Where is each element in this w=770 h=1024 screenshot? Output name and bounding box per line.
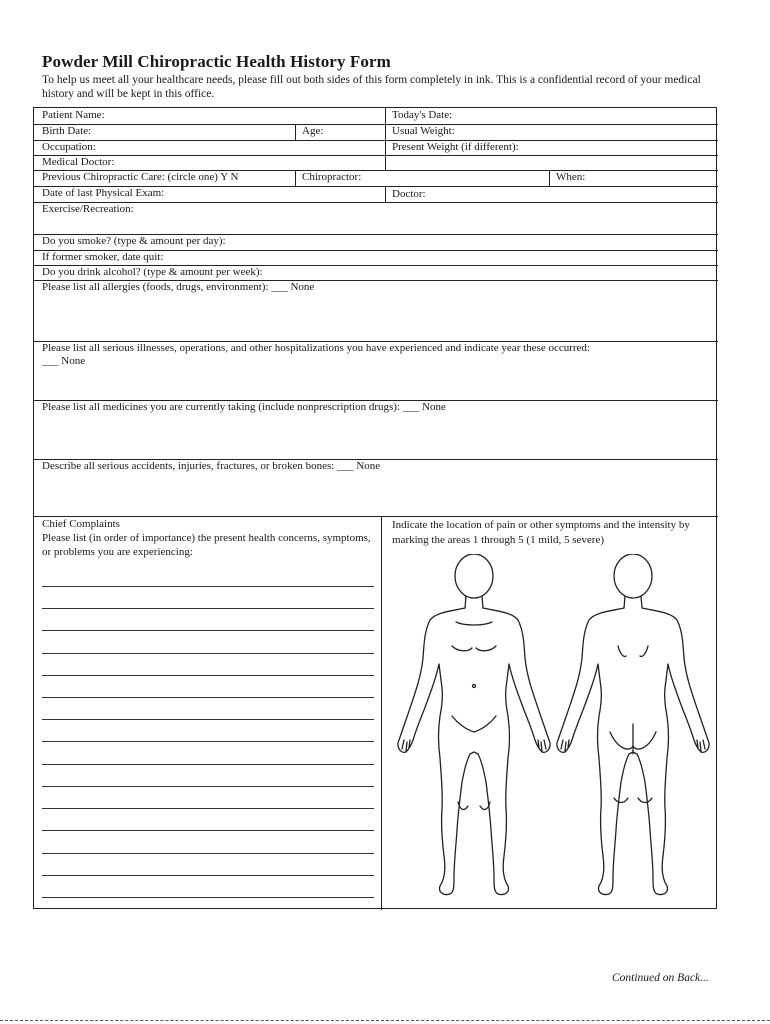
doctor-field[interactable]: Doctor: bbox=[392, 188, 426, 200]
illnesses-none-option[interactable]: ___ None bbox=[42, 355, 86, 367]
complaint-line[interactable] bbox=[42, 786, 374, 787]
patient-name-field[interactable]: Patient Name: bbox=[42, 109, 105, 121]
medicines-field[interactable]: Please list all medicines you are currently taking (include nonprescription drugs): ___ None bbox=[42, 401, 446, 413]
chief-complaints-heading: Chief Complaints bbox=[42, 518, 120, 530]
birth-date-field[interactable]: Birth Date: bbox=[42, 125, 92, 137]
complaint-line[interactable] bbox=[42, 719, 374, 720]
complaint-line[interactable] bbox=[42, 853, 374, 854]
alcohol-field[interactable]: Do you drink alcohol? (type & amount per week): bbox=[42, 266, 263, 278]
illnesses-field[interactable]: Please list all serious illnesses, operations, and other hospitalizations you have experienced and indicate year these occurred: bbox=[42, 342, 590, 354]
complaint-line[interactable] bbox=[42, 586, 374, 587]
body-back-figure[interactable] bbox=[552, 554, 714, 899]
exercise-recreation-field[interactable]: Exercise/Recreation: bbox=[42, 203, 134, 215]
present-weight-field[interactable]: Present Weight (if different): bbox=[392, 141, 519, 153]
last-physical-exam-field[interactable]: Date of last Physical Exam: bbox=[42, 187, 165, 199]
when-field[interactable]: When: bbox=[556, 171, 586, 183]
complaint-line[interactable] bbox=[42, 608, 374, 609]
health-history-form bbox=[33, 107, 717, 909]
pain-map-instructions: Indicate the location of pain or other symptoms and the intensity by marking the areas 1 through 5 (1 mild, 5 severe) bbox=[392, 519, 690, 546]
smoke-field[interactable]: Do you smoke? (type & amount per day): bbox=[42, 235, 226, 247]
complaint-line[interactable] bbox=[42, 897, 374, 898]
former-smoker-field[interactable]: If former smoker, date quit: bbox=[42, 251, 164, 263]
chief-complaints-instructions: Please list (in order of importance) the present health concerns, symptoms, or problems you are experiencing: bbox=[42, 532, 371, 558]
body-front-figure[interactable] bbox=[394, 554, 554, 899]
occupation-field[interactable]: Occupation: bbox=[42, 141, 96, 153]
chiropractor-field[interactable]: Chiropractor: bbox=[302, 171, 362, 183]
complaint-line[interactable] bbox=[42, 764, 374, 765]
page-edge-divider bbox=[0, 1020, 770, 1021]
age-field[interactable]: Age: bbox=[302, 125, 324, 137]
previous-chiropractic-field[interactable]: Previous Chiropractic Care: (circle one) Y N bbox=[42, 171, 239, 183]
usual-weight-field[interactable]: Usual Weight: bbox=[392, 125, 455, 137]
accidents-field[interactable]: Describe all serious accidents, injuries, fractures, or broken bones: ___ None bbox=[42, 460, 381, 472]
complaint-line[interactable] bbox=[42, 741, 374, 742]
complaint-line[interactable] bbox=[42, 675, 374, 676]
todays-date-field[interactable]: Today's Date: bbox=[392, 109, 453, 121]
complaint-line[interactable] bbox=[42, 830, 374, 831]
complaint-line[interactable] bbox=[42, 697, 374, 698]
medical-doctor-field[interactable]: Medical Doctor: bbox=[42, 156, 115, 168]
allergies-field[interactable]: Please list all allergies (foods, drugs, environment): ___ None bbox=[42, 281, 315, 293]
form-intro: To help us meet all your healthcare needs, please fill out both sides of this form completely in ink. This is a confidential record of your medical history and will be kept in this office. bbox=[42, 74, 701, 100]
continued-on-back-note: Continued on Back... bbox=[612, 972, 709, 984]
form-title: Powder Mill Chiropractic Health History Form bbox=[42, 52, 391, 71]
complaint-line[interactable] bbox=[42, 630, 374, 631]
complaint-line[interactable] bbox=[42, 653, 374, 654]
complaint-line[interactable] bbox=[42, 808, 374, 809]
complaint-line[interactable] bbox=[42, 875, 374, 876]
